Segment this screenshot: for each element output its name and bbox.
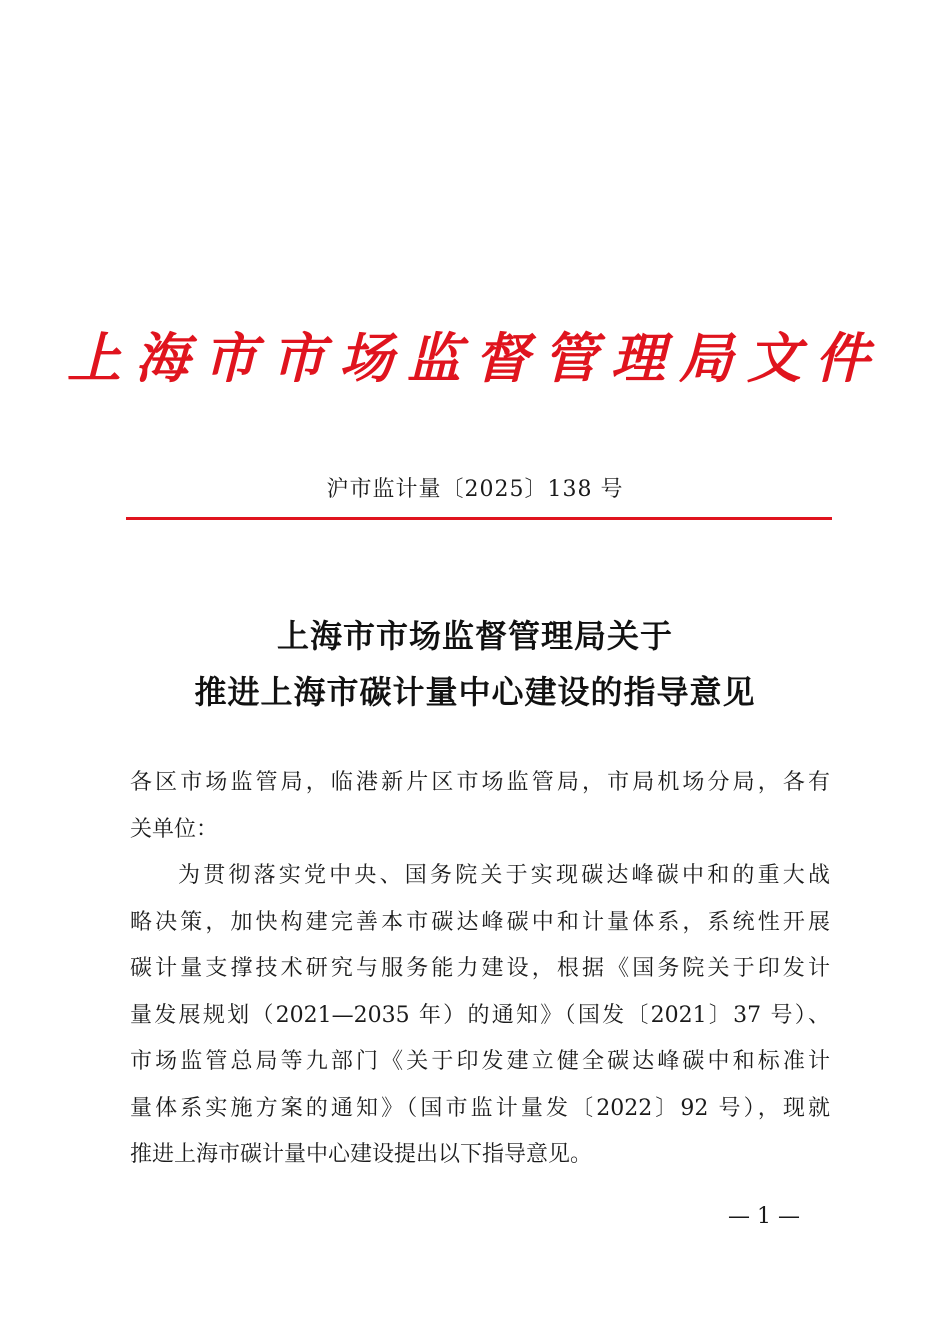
paragraph-line: 为贯彻落实党中央、国务院关于实现碳达峰碳中和的重大战 bbox=[178, 863, 830, 888]
addressee-line-2: 关单位： bbox=[130, 816, 219, 842]
document-masthead: 上海市市场监督管理局文件 bbox=[67, 326, 883, 390]
paragraph-line: 量发展规划（2021—2035 年）的通知》（国发〔2021〕37 号）、 bbox=[130, 1002, 830, 1028]
paragraph-line: 推进上海市碳计量中心建设提出以下指导意见。 bbox=[130, 1142, 593, 1167]
red-divider-line bbox=[126, 517, 832, 520]
addressee-line-1: 各区市场监管局，临港新片区市场监管局，市局机场分局，各有 bbox=[130, 770, 830, 795]
paragraph-line: 市场监管总局等九部门《关于印发建立健全碳达峰碳中和标准计 bbox=[130, 1049, 830, 1074]
document-title bbox=[0, 608, 950, 720]
title-line-2: 推进上海市碳计量中心建设的指导意见 bbox=[194, 673, 756, 711]
paragraph-line: 略决策，加快构建完善本市碳达峰碳中和计量体系，系统性开展 bbox=[130, 909, 830, 935]
paragraph-line: 量体系实施方案的通知》（国市监计量发〔2022〕92 号），现就 bbox=[130, 1095, 830, 1121]
document-body bbox=[130, 760, 830, 1179]
document-number: 沪市监计量〔2025〕138 号 bbox=[326, 477, 624, 502]
page-number: — 1 — bbox=[728, 1204, 800, 1229]
paragraph-line: 碳计量支撑技术研究与服务能力建设，根据《国务院关于印发计 bbox=[130, 956, 830, 981]
title-line-1: 上海市市场监督管理局关于 bbox=[276, 617, 673, 655]
